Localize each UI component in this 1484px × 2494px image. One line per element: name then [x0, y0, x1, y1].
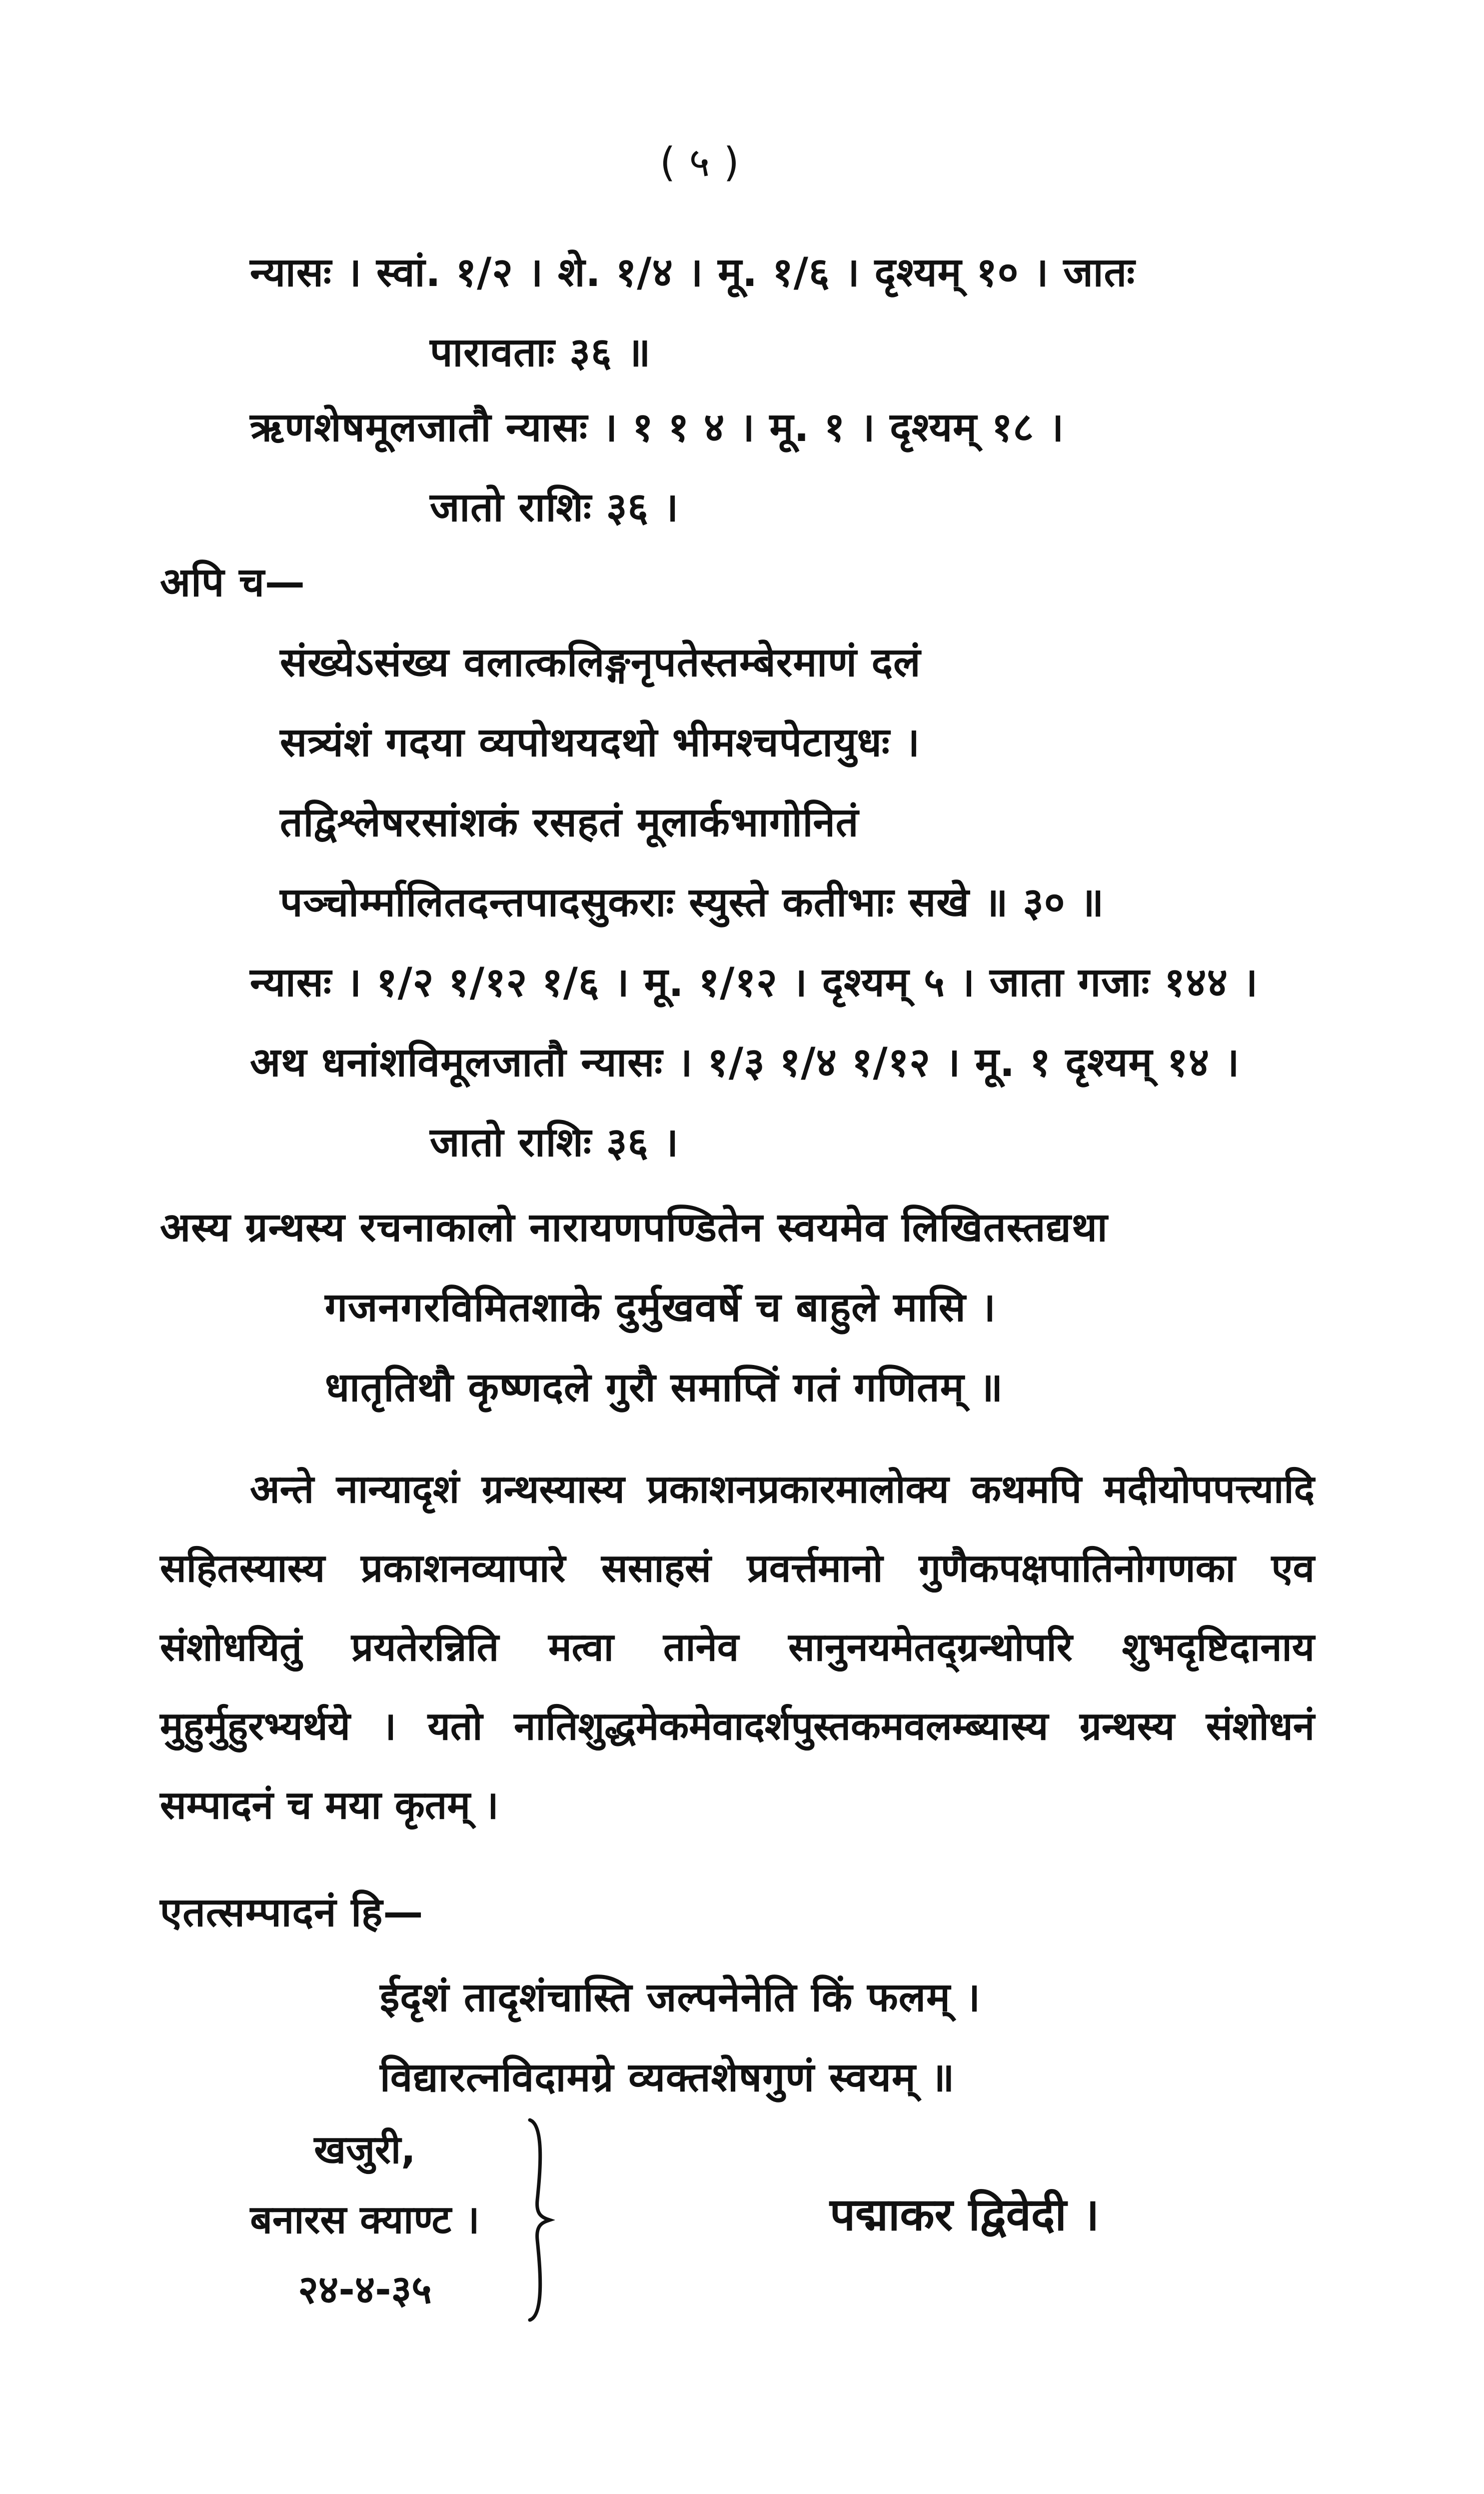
nyasa-line-4: अथ धनांशविमूलजातौ न्यासः । १/३ १/४ १/१२ । मू. १ दृश्यम् १४ । [250, 1039, 1240, 1086]
closing-verse-2: विद्यारत्नविदामग्रे व्यक्तशेषगुणं स्वयम् ॥ [380, 2054, 955, 2100]
signature-place-2: बनारस क्याण्ट । [250, 2198, 480, 2242]
page-number: ( ५ ) [660, 139, 740, 186]
nyasa-line-1: न्यासः । स्वां. १/२ । शे. १/४ । मू. १/६ । दृश्यम् १० । जातः [250, 249, 1136, 296]
nyasa-line-3: न्यासः । १/२ १/१२ १/६ । मू. १/१२ । दृश्यम् ५ । जाता गजाः १४४ । [250, 959, 1259, 1006]
composition-intro: अस्य ग्रन्थस्य रचनाकालो नारायणपण्डितेन स्वयमेव लिखितस्तद्यथा [160, 1204, 1108, 1250]
api-ca-heading: अपि च— [160, 559, 305, 606]
verse-line-4: पञ्चोर्म्मालितदन्तपादसुकराः स्युस्ते कतीभाः सखे ॥ ३० ॥ [280, 879, 1105, 926]
composition-verse-1: गजनगरविमितशाके दुर्मुखवर्षे च बाहुले मासि । [325, 1284, 996, 1330]
result-line-2: जातो राशिः ३६ । [430, 484, 679, 530]
signature-name: पद्माकर द्विवेदी । [830, 2188, 1100, 2241]
result-line-1: पारावताः ३६ ॥ [430, 329, 651, 376]
composition-verse-2: धातृतिथौ कृष्णदले गुरौ समाप्तिं गतं गणितम् ॥ [325, 1364, 1004, 1410]
verse-line-2: सत्र्यंशं गदया व्यपोथयदथो भीमश्चपेटायुधः । [280, 719, 921, 766]
editor-note-text: अन्ते नान्यादृशं ग्रन्थस्यास्य प्रकाशनप्रकारमालोक्य कथमपि मदीयोपपत्त्यादि सहितस्यास्य प्रकाशनव्यापारे ससाहसं प्रवर्त्तमानो गुणैकपक्षपातिनोगणका एव संशोधयितुं प्रयतेरन्निति मत्वा तानेव सानुनयमेतद्ग्रन्थोपरि शुभदृष्टिदानाय मुहुर्मुहुरभ्यर्थये । यतो नातिशुद्धमेकमेवादर्शपुस्तकमवलम्ब्यास्य ग्रन्थस्य संशोधनं सम्पादनं च मया कृतम् । [160, 1467, 1315, 1828]
editor-note-paragraph [160, 1450, 1315, 1845]
curly-brace-icon [520, 2115, 555, 2325]
signature-date: २४-४-३५ [298, 2268, 432, 2312]
closing-verse-1: ईदृशं तादृशंचास्ति जल्पनेनेति किं फलम् । [380, 1974, 981, 2020]
result-line-3: जातो राशिः ३६ । [430, 1119, 679, 1166]
verse-line-1: संख्येऽसंख्य वलात्कलिङ्गनृपतेस्तम्बेरमाणं दलं [280, 639, 921, 686]
nyasa-line-2: ऋणशेषमूलजातौ न्यासः । १ १ ४ । मू. १ । दृश्यम् १८ । [250, 404, 1065, 450]
closing-lead: एतत्सम्पादनं हि— [160, 1889, 424, 1936]
signature-place-block [190, 2115, 540, 2325]
signature-place-1: खजुरी, [314, 2128, 416, 2172]
verse-line-3: तद्विश्लेषरसांशकं रसहतं मूलार्कभागोनितं [280, 799, 859, 846]
